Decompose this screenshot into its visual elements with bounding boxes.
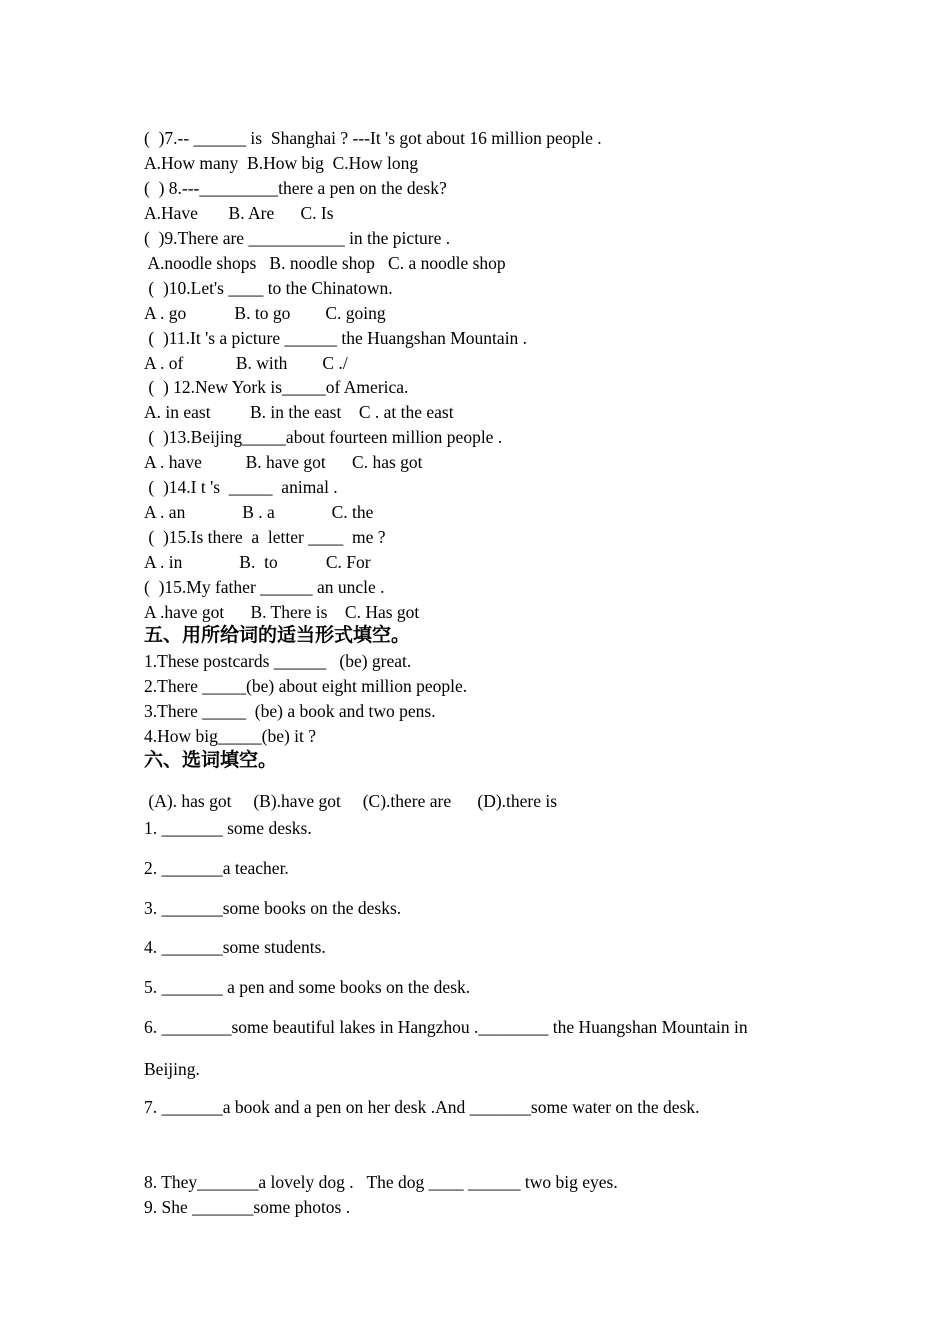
- section-5-heading: 五、用所给词的适当形式填空。: [144, 624, 411, 646]
- question-7-options: A.How many B.How big C.How long: [144, 153, 419, 173]
- choice-item-6: 6. ________some beautiful lakes in Hangzhou .________ the Huangshan Mountain in: [144, 1017, 748, 1037]
- question-11-options: A . of B. with C ./: [144, 353, 348, 373]
- choice-item-6-continued: Beijing.: [144, 1059, 200, 1079]
- choice-item-2: 2. _______a teacher.: [144, 858, 289, 878]
- question-11: ( )11.It 's a picture ______ the Huangshan Mountain .: [144, 328, 528, 348]
- question-8: ( ) 8.---_________there a pen on the desk?: [144, 178, 447, 198]
- question-14-options: A . an B . a C. the: [144, 502, 374, 522]
- section-6-heading: 六、选词填空。: [144, 749, 278, 771]
- question-9: ( )9.There are ___________ in the picture .: [144, 228, 451, 248]
- fill-item-2: 2.There _____(be) about eight million people.: [144, 676, 468, 696]
- question-8-options: A.Have B. Are C. Is: [144, 203, 334, 223]
- question-14: ( )14.I t 's _____ animal .: [144, 477, 338, 497]
- choice-item-5: 5. _______ a pen and some books on the desk.: [144, 977, 471, 997]
- fill-item-4: 4.How big_____(be) it ?: [144, 726, 317, 746]
- choice-item-8: 8. They_______a lovely dog . The dog ____ ______ two big eyes.: [144, 1172, 618, 1192]
- choice-item-9: 9. She _______some photos .: [144, 1197, 351, 1217]
- question-12-options: A. in east B. in the east C . at the east: [144, 402, 454, 422]
- question-15b-options: A .have got B. There is C. Has got: [144, 602, 420, 622]
- question-12: ( ) 12.New York is_____of America.: [144, 377, 409, 397]
- question-15: ( )15.Is there a letter ____ me ?: [144, 527, 386, 547]
- question-13-options: A . have B. have got C. has got: [144, 452, 423, 472]
- fill-item-1: 1.These postcards ______ (be) great.: [144, 651, 412, 671]
- choice-item-3: 3. _______some books on the desks.: [144, 898, 402, 918]
- word-options: (A). has got (B).have got (C).there are (D).there is: [144, 791, 558, 811]
- fill-item-3: 3.There _____ (be) a book and two pens.: [144, 701, 436, 721]
- question-15b: ( )15.My father ______ an uncle .: [144, 577, 385, 597]
- choice-item-4: 4. _______some students.: [144, 937, 326, 957]
- question-10-options: A . go B. to go C. going: [144, 303, 386, 323]
- choice-item-7: 7. _______a book and a pen on her desk .And _______some water on the desk.: [144, 1097, 700, 1117]
- choice-item-1: 1. _______ some desks.: [144, 818, 312, 838]
- question-7: ( )7.-- ______ is Shanghai ? ---It 's got about 16 million people .: [144, 128, 602, 148]
- question-9-options: A.noodle shops B. noodle shop C. a noodle shop: [144, 253, 506, 273]
- question-13: ( )13.Beijing_____about fourteen million people .: [144, 427, 503, 447]
- question-15-options: A . in B. to C. For: [144, 552, 371, 572]
- question-10: ( )10.Let's ____ to the Chinatown.: [144, 278, 393, 298]
